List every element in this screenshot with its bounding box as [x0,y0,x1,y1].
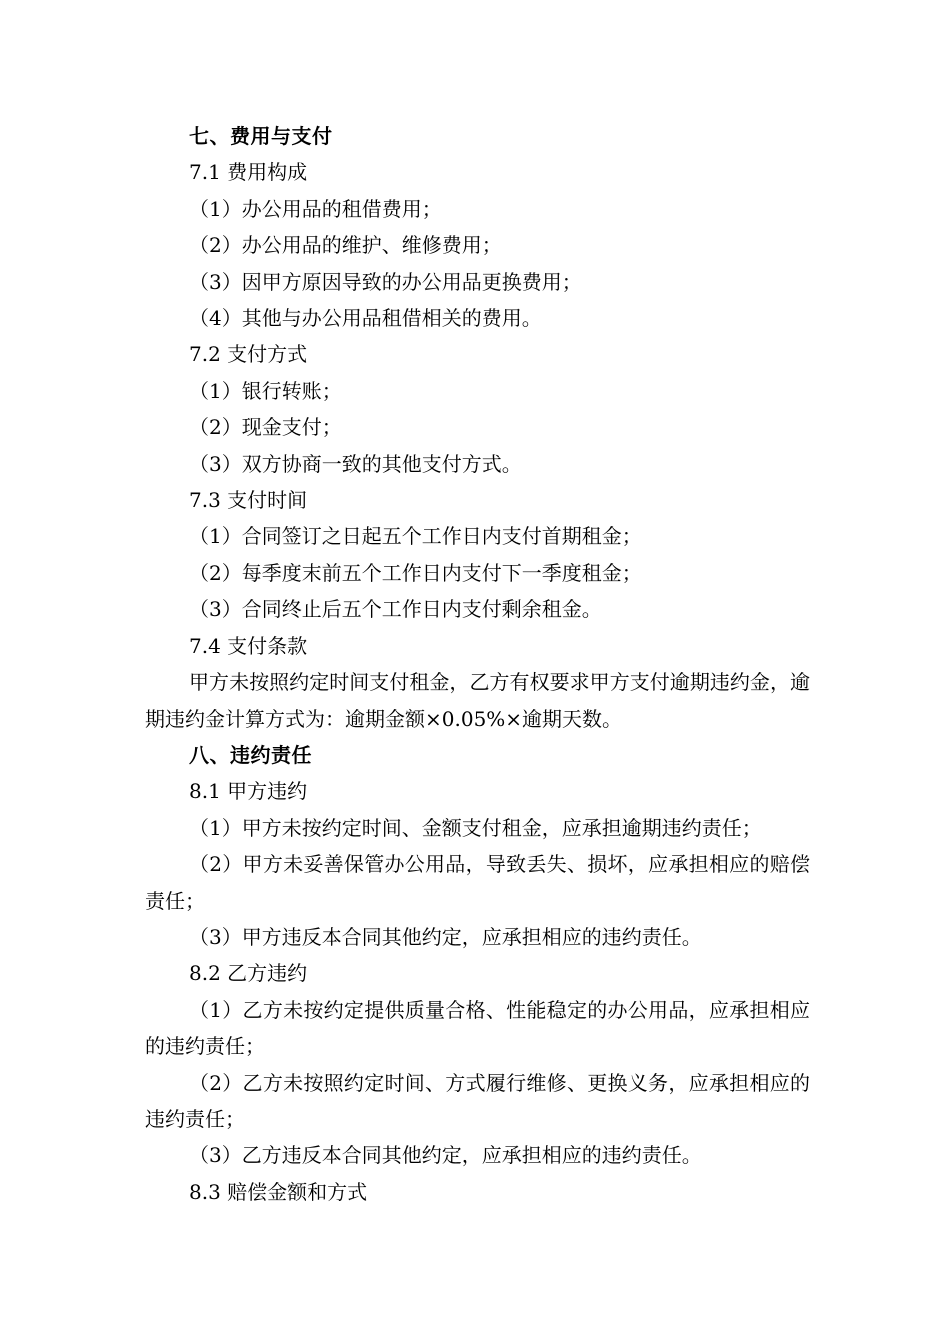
list-item: （1）合同签订之日起五个工作日内支付首期租金； [189,524,642,549]
list-item: （1）办公用品的租借费用； [189,196,442,221]
list-item: （4）其他与办公用品租借相关的费用。 [189,306,542,331]
subsection-heading-fee-composition: 7.1 费用构成 [189,160,308,185]
subsection-heading-compensation: 8.3 赔偿金额和方式 [189,1179,368,1204]
subsection-heading-party-a-breach: 8.1 甲方违约 [189,779,308,804]
list-item: （3）合同终止后五个工作日内支付剩余租金。 [189,597,602,622]
document-body [145,118,810,1210]
list-item: （2）现金支付； [189,415,342,440]
body-paragraph: 甲方未按照约定时间支付租金，乙方有权要求甲方支付逾期违约金，逾期违约金计算方式为：逾期金额×0.05%×逾期天数。 [145,670,810,731]
subsection-heading-party-b-breach: 8.2 乙方违约 [189,961,308,986]
subsection-heading-payment-terms: 7.4 支付条款 [189,633,308,658]
list-item: （1）银行转账； [189,378,342,403]
subsection-heading-payment-time: 7.3 支付时间 [189,488,308,513]
section-heading-breach-liability: 八、违约责任 [189,742,312,767]
list-item: （1）乙方未按约定提供质量合格、性能稳定的办公用品，应承担相应的违约责任； [145,997,810,1059]
list-item: （3）双方协商一致的其他支付方式。 [189,451,522,476]
list-item: （2）甲方未妥善保管办公用品，导致丢失、损坏，应承担相应的赔偿责任； [145,852,810,913]
list-item: （3）乙方违反本合同其他约定，应承担相应的违约责任。 [189,1143,702,1168]
list-item: （3）甲方违反本合同其他约定，应承担相应的违约责任。 [189,924,702,949]
list-item: （2）办公用品的维护、维修费用； [189,233,502,258]
list-item: （1）甲方未按约定时间、金额支付租金，应承担逾期违约责任； [189,815,762,840]
list-item: （3）因甲方原因导致的办公用品更换费用； [189,269,582,294]
list-item: （2）乙方未按照约定时间、方式履行维修、更换义务，应承担相应的违约责任； [145,1070,810,1131]
section-heading-fees-and-payment: 七、费用与支付 [189,124,333,148]
list-item: （2）每季度末前五个工作日内支付下一季度租金； [189,560,642,585]
subsection-heading-payment-method: 7.2 支付方式 [189,342,308,367]
